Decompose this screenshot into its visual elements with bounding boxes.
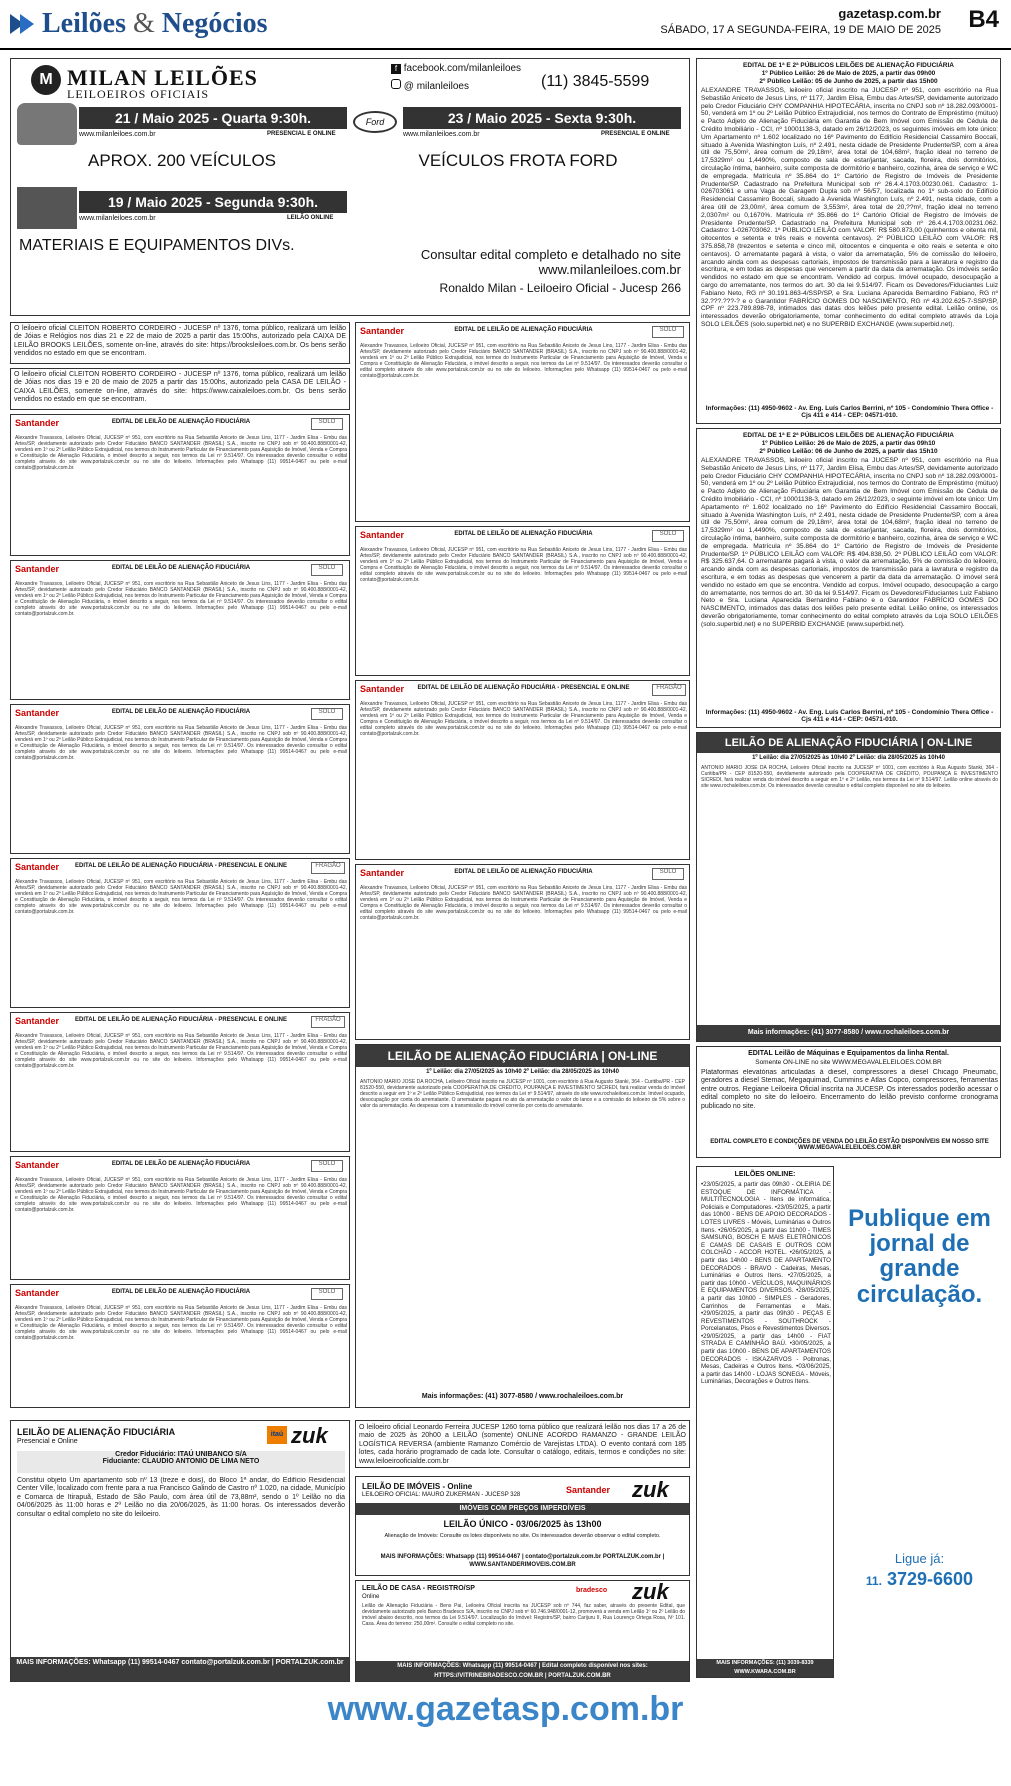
edital-title: EDITAL DE LEILÃO DE ALIENAÇÃO FIDUCIÁRIA	[111, 1161, 251, 1167]
santander-logo: Santander	[15, 708, 60, 718]
edital-body: Alexandre Travassos, Leiloeiro Oficial, JUCESP nº 951, com escritório na Rua Sebastião Aniceto de Jesus Lins, 1177 - Jardim Elisa - Embu das Artes/SP, devidamente autorizado pelo Credor Fiduciário BANCO SANTANDER (BRASIL) S.A., inscrito no CNPJ sob nº 90.400.888/0001-42, venderá em 1º ou 2º Leilão Público Extrajudicial, nos termos do Instrumento Particular de Financiamento para Aquisição de Imóvel, Venda e Compra e Constituição de Alienação Fiduciária, o imóvel descrito a seguir, nos termos da Lei nº 9.514/97. Os interessados deverão consultar o edital completo através do site www.portalzuk.com.br ou no site do leiloeiro. Informações pelo Whatsapp (11) 99514-0467 ou pelo e-mail contato@portalzuk.com.br.	[15, 1305, 347, 1341]
footer-url[interactable]: www.gazetasp.com.br	[327, 1690, 684, 1728]
bradesco-logo: bradesco	[576, 1587, 608, 1594]
chy-edital	[696, 58, 1001, 424]
santander-edital	[355, 680, 690, 860]
zuk-imoveis-title: LEILÃO DE IMÓVEIS - Online	[362, 1482, 473, 1491]
auction-card	[17, 187, 347, 267]
auction-card	[351, 103, 685, 181]
edition-date: SÁBADO, 17 A SEGUNDA-FEIRA, 19 DE MAIO DE 2025	[660, 24, 941, 36]
facebook-icon: f	[391, 64, 401, 74]
instagram-icon	[391, 79, 401, 89]
edital-title: EDITAL DE LEILÃO DE ALIENAÇÃO FIDUCIÁRIA	[454, 869, 593, 875]
auction-date: 19 / Maio 2025 - Segunda 9:30h.	[79, 191, 347, 213]
consult-text: Consultar edital completo e detalhado no site www.milanleiloes.com.br	[420, 247, 681, 277]
santander-edital	[355, 864, 690, 1040]
santander-logo: Santander	[15, 1288, 60, 1298]
edital-title: EDITAL DE LEILÃO DE ALIENAÇÃO FIDUCIÁRIA - PRESENCIAL E ONLINE	[417, 685, 630, 691]
zuk-casa-sub: Online	[362, 1594, 380, 1600]
edital-body: Alexandre Travassos, Leiloeiro Oficial, JUCESP nº 951, com escritório na Rua Sebastião Aniceto de Jesus Lins, 1177 - Jardim Elisa - Embu das Artes/SP, devidamente autorizado pelo Credor Fiduciário BANCO SANTANDER (BRASIL) S.A., inscrito no CNPJ sob nº 90.400.888/0001-42, venderá em 1º ou 2º Leilão Público Extrajudicial, nos termos do Instrumento Particular de Financiamento para Aquisição de Imóvel, Venda e Compra e Constituição de Alienação Fiduciária, o imóvel descrito a seguir, nos termos da Lei nº 9.514/97. Os interessados deverão consultar o edital completo através do site www.portalzuk.com.br ou no site do leiloeiro. Informações pelo Whatsapp (11) 99514-0467 ou pelo e-mail contato@portalzuk.com.br.	[360, 701, 687, 737]
promo-text: Publique em jornal de grande circulação.	[848, 1205, 991, 1308]
chy-edital	[696, 428, 1001, 728]
santander-edital	[10, 858, 350, 1008]
caixa-notice: O leiloeiro oficial CLEITON ROBERTO CORDEIRO - JUCESP nº 1376, torna público, realizará um leilão de Jóias nos dias 19 e 20 de maio de 2025 a partir das 15:00hs, autorizado pela CASA DE LEILÃO - CAIXA LEILÕES, somente on-line, através do site: https://www.caixaleiloes.com.br. Os bens serão vendidos no estado em que se encontram.	[10, 368, 350, 410]
edital-title: EDITAL DE LEILÃO DE ALIENAÇÃO FIDUCIÁRIA	[111, 565, 251, 571]
santander-edital	[355, 526, 690, 676]
solo-logo: SOLO	[311, 708, 343, 720]
page-number: B4	[968, 6, 999, 33]
edital-title: EDITAL DE LEILÃO DE ALIENAÇÃO FIDUCIÁRIA	[111, 419, 251, 425]
santander-edital	[10, 560, 350, 700]
leonardo-notice: O leiloeiro oficial Leonardo Ferreira JUCESP 1260 torna público que realizará leilão nos dias 17 a 26 de maio de 2025 às 20h00 a LEILÃO (somente) ONLINE ACORDO RAMANZO - GRANDE LEILÃO LOGÍSTICA REVERSA (ambiente Ramanzo Comércio de Varejistas LTDA). O evento contará com 185 lotes, cada horário programado de cada lote. Consultar o catálogo, editais, termos e condições no site: www.leiloeirooficialde.com.br	[355, 1420, 690, 1468]
equipment-image	[17, 187, 77, 229]
zuk-logo: zuk	[632, 1477, 669, 1502]
brooks-notice: O leiloeiro oficial CLEITON ROBERTO CORDEIRO - JUCESP nº 1376, torna público, realizará um leilão de Jóias e Relógios nos dias 21 e 22 de maio de 2025 a partir das 15:00hs, autorizado pela CAIXA DE LEILÃO BROOKS LEILÕES, somente on-line, através do site: https://brooksleiloes.com.br. Os bens serão vendidos no estado em que se encontram.	[10, 322, 350, 364]
itau-info: MAIS INFORMAÇÕES: Whatsapp (11) 99514-0467 contato@portalzuk.com.br | PORTALZUK.com.br	[11, 1657, 349, 1681]
edital-body: Alexandre Travassos, Leiloeiro Oficial, JUCESP nº 951, com escritório na Rua Sebastião Aniceto de Jesus Lins, 1177 - Jardim Elisa - Embu das Artes/SP, devidamente autorizado pelo Credor Fiduciário BANCO SANTANDER (BRASIL) S.A., inscrito no CNPJ sob nº 90.400.888/0001-42, venderá em 1º ou 2º Leilão Público Extrajudicial, nos termos do Instrumento Particular de Financiamento para Aquisição de Imóvel, Venda e Compra e Constituição de Alienação Fiduciária, o imóvel descrito a seguir, nos termos da Lei nº 9.514/97. Os interessados deverão consultar o edital completo através do site www.portalzuk.com.br ou no site do leiloeiro. Informações pelo Whatsapp (11) 99514-0467 ou pelo e-mail contato@portalzuk.com.br.	[15, 1033, 347, 1069]
edital-title: EDITAL DE LEILÃO DE ALIENAÇÃO FIDUCIÁRIA - PRESENCIAL E ONLINE	[75, 1017, 287, 1023]
online-body: •23/05/2025, a partir das 09h30 - OLEIRIA DE ESTOQUE DE INFORMÁTICA - MULTITECNOLOGIA - Itens de informática, Policiais e Computadores. •23/05/2025, a partir das 10h00 - BENS DE APOIO DECORADOS - LOTES LIVRES - Móveis, Luminárias e Outros Itens. •26/05/2025, a partir das 11h00 - TIMES SAMSUNG, BOSCH E MAIS ELETRÔNICOS E CAMAS DE CASAIS E OUTROS COM COLCHÃO - ACCOR HOTEL. •26/05/2025, a partir das 14h00 - BENS DE APARTAMENTO DECORADOS - BRAVO - Cadeiras, Mesas, Luminárias e Outros Itens. •27/05/2025, a partir das 10h00 - VEÍCULOS, MAQUINÁRIOS E EQUIPAMENTOS DIVERSOS. •28/05/2025, a partir das 10h00 - SIMPLES - Geradores, Carrinhos de Ferramentas e Mais. •29/05/2025, a partir das 09h30 - PEÇAS E REVESTIMENTOS - SOUTHROCK - Porcelanatos, Pisos e Revestimentos Diversos. •29/05/2025, a partir das 14h00 - FIAT STRADA E CAMINHÃO BAÚ. •30/05/2025, a partir das 10h00 - BENS DE APARTAMENTOS DECORADOS - ISKAZARVOS - Poltronas, Mesas, Cadeiras e Outros Itens. •03/06/2025, a partir das 14h00 - LOJAS SONEGA - Móveis, Luminárias, Decorações e Outros Itens.	[701, 1181, 831, 1386]
santander-logo: Santander	[360, 326, 405, 336]
santander-edital	[10, 704, 350, 854]
promo-phone	[838, 1570, 1001, 1589]
rocha-edital	[355, 1044, 690, 1408]
santander-logo: Santander	[566, 1485, 611, 1495]
edital-info: Informações: (11) 4950-9602 - Av. Eng. Luís Carlos Berrini, nº 105 - Condomínio Thera Office - Cjs 411 e 414 - CEP: 04571-010.	[705, 405, 994, 419]
milan-ad	[10, 58, 690, 316]
facebook-url: facebook.com/milanleiloes	[403, 63, 522, 74]
megavale-body: Plataformas elevatórias articuladas à diesel, compressores a diesel Chicago Pneumatic, geradores a diesel Stemac, Megaquimad, Cummins e Atlas Copco, compressores, ferramentas entre outros. Regiane Leiloeira Oficial inscrita na JUCESP. Os interessados poderão acessar o edital completo no site do leiloeiro. Encerramento do leilão previsto conforme cronograma publicado no site.	[701, 1069, 998, 1110]
online-info: MAIS INFORMAÇÕES: (11) 3039-8339 WWW.KWARA.COM.BR	[697, 1659, 833, 1677]
megavale-subtitle: Somente ON-LINE no site WWW.MEGAVALELEILOES.COM.BR	[755, 1059, 942, 1066]
santander-logo: Santander	[15, 564, 60, 574]
phone-prefix: 11.	[865, 1574, 882, 1588]
section-title-amp: &	[133, 8, 155, 39]
rocha-edital	[696, 732, 1001, 1042]
zuk-logo: zuk	[632, 1579, 669, 1604]
auction-site[interactable]: www.milanleiloes.com.br	[403, 131, 480, 138]
arrow-icon	[20, 14, 34, 34]
section-title-a: Leilões	[42, 8, 126, 39]
zuk-casa-title: LEILÃO DE CASA - REGISTRO/SP	[362, 1585, 475, 1592]
santander-edital	[10, 414, 350, 556]
solo-logo: SOLO	[652, 326, 684, 338]
edital-body: Alexandre Travassos, Leiloeiro Oficial, JUCESP nº 951, com escritório na Rua Sebastião Aniceto de Jesus Lins, 1177 - Jardim Elisa - Embu das Artes/SP, devidamente autorizado pelo Credor Fiduciário BANCO SANTANDER (BRASIL) S.A., inscrito no CNPJ sob nº 90.400.888/0001-42, venderá em 1º ou 2º Leilão Público Extrajudicial, nos termos do Instrumento Particular de Financiamento para Aquisição de Imóvel, Venda e Compra e Constituição de Alienação Fiduciária, o imóvel descrito a seguir, nos termos da Lei nº 9.514/97. Os interessados deverão consultar o edital completo através do site www.portalzuk.com.br ou no site do leiloeiro. Informações pelo Whatsapp (11) 99514-0467 ou pelo e-mail contato@portalzuk.com.br.	[360, 885, 687, 921]
santander-logo: Santander	[15, 862, 60, 872]
santander-logo: Santander	[360, 530, 405, 540]
zuk-casa-body: Leilão de Alienação Fiduciária - Bens Pai, Leiloeira Oficial inscrita na JUCESP sob nº 744, faz saber, através do presente Edital, que devidamente autorizado pelo Banco Bradesco S/A, inscrito no CNPJ sob nº 60.746.948/0001-12, promoverá a venda em Leilão 1º ou 2º Leilão do imóvel abaixo descrito, nos termos da Lei 9.514/97. Localização do Imóvel: Registro/SP, bairro Carijuru II, Rua Lourenço Ortega Rosa, Nº 101. Casa. Área do terreno: 250,00m². Consulte o edital completo no site.	[362, 1603, 685, 1627]
rocha-body: ANTONIO MARIO JOSÉ DA ROCHA, Leiloeiro Oficial inscrito na JUCESP nº 1001, com escritório à Rua Augusto Stanki, 364 - Curitiba/PR - CEP 81520-550, devidamente autorizado pela COOPERATIVA DE CRÉDITO, POUPANÇA E INVESTIMENTO SICREDI, fará realizar venda do imóvel descrito a seguir em 1º e 2º Leilão, nos termos da Lei nº 9.514/97. Leilão online através do site www.rochaleiloes.com.br. Os interessados deverão consultar o edital completo disponível no site do leiloeiro.	[701, 765, 998, 789]
rocha-title: LEILÃO DE ALIENAÇÃO FIDUCIÁRIA | ON-LINE	[697, 733, 1000, 753]
santander-logo: Santander	[15, 1160, 60, 1170]
itau-credor: Credor Fiduciário: ITAÚ UNIBANCO S/A	[115, 1451, 247, 1458]
milan-phone: (11) 3845-5599	[541, 73, 650, 90]
solo-logo: SOLO	[652, 530, 684, 542]
rocha-info: Mais informações: (41) 3077-8580 / www.rochaleiloes.com.br	[697, 1025, 1000, 1041]
santander-edital	[10, 1156, 350, 1280]
edital-title: EDITAL DE 1ª E 2ª PÚBLICOS LEILÕES DE ALIENAÇÃO FIDUCIÁRIA	[743, 432, 954, 439]
edital-title: EDITAL DE 1ª E 2ª PÚBLICOS LEILÕES DE ALIENAÇÃO FIDUCIÁRIA	[743, 62, 954, 69]
site-name[interactable]: gazetasp.com.br	[838, 6, 941, 21]
itau-subtitle: Presencial e Online	[17, 1438, 78, 1445]
santander-edital	[10, 1012, 350, 1152]
promo-ad	[838, 1166, 1001, 1678]
megavale-edital	[696, 1046, 1001, 1158]
online-title: LEILÕES ONLINE:	[734, 1171, 796, 1178]
edital-body: Alexandre Travassos, Leiloeiro Oficial, JUCESP nº 951, com escritório na Rua Sebastião Aniceto de Jesus Lins, 1177 - Jardim Elisa - Embu das Artes/SP, devidamente autorizado pelo Credor Fiduciário BANCO SANTANDER (BRASIL) S.A., inscrito no CNPJ sob nº 90.400.888/0001-42, venderá em 1º ou 2º Leilão Público Extrajudicial, nos termos do Instrumento Particular de Financiamento para Aquisição de Imóvel, Venda e Compra e Constituição de Alienação Fiduciária, o imóvel descrito a seguir, nos termos da Lei nº 9.514/97. Os interessados deverão consultar o edital completo através do site www.portalzuk.com.br ou no site do leiloeiro. Informações pelo Whatsapp (11) 99514-0467 ou pelo e-mail contato@portalzuk.com.br.	[360, 343, 687, 379]
edital-title: EDITAL DE LEILÃO DE ALIENAÇÃO FIDUCIÁRIA	[111, 709, 251, 715]
auction-site[interactable]: www.milanleiloes.com.br	[79, 215, 156, 222]
milan-logo: M	[31, 65, 61, 95]
edital-body: Alexandre Travassos, Leiloeiro Oficial, JUCESP nº 951, com escritório na Rua Sebastião Aniceto de Jesus Lins, 1177 - Jardim Elisa - Embu das Artes/SP, devidamente autorizado pelo Credor Fiduciário BANCO SANTANDER (BRASIL) S.A., inscrito no CNPJ sob nº 90.400.888/0001-42, venderá em 1º ou 2º Leilão Público Extrajudicial, nos termos do Instrumento Particular de Financiamento para Aquisição de Imóvel, Venda e Compra e Constituição de Alienação Fiduciária, o imóvel descrito a seguir, nos termos da Lei nº 9.514/97. Os interessados deverão consultar o edital completo através do site www.portalzuk.com.br ou no site do leiloeiro. Informações pelo Whatsapp (11) 99514-0467 ou pelo e-mail contato@portalzuk.com.br.	[15, 1177, 347, 1213]
zuk-unico-body: Alienação de Imóveis: Consulte os lotes disponíveis no site. Os interessados deverão observar o edital completo.	[384, 1533, 661, 1539]
auction-site[interactable]: www.milanleiloes.com.br	[79, 131, 156, 138]
instagram-handle: @ milanleiloes	[403, 81, 469, 92]
zuk-leilao-unico: LEILÃO ÚNICO - 03/06/2025 às 13h00	[443, 1519, 602, 1529]
fragao-logo: FRAGÃO	[652, 684, 686, 696]
auction-title: VEÍCULOS FROTA FORD	[418, 151, 618, 170]
zuk-casa-info: MAIS INFORMAÇÕES: Whatsapp (11) 99514-0467 | Edital completo disponível nos sites: HTTPS://VITRINEBRADESCO.COM.BR | PORTALZUK.COM.BR	[356, 1661, 689, 1681]
solo-logo: SOLO	[311, 1288, 343, 1300]
rocha-title: LEILÃO DE ALIENAÇÃO FIDUCIÁRIA | ON-LINE	[356, 1045, 689, 1067]
rocha-body: ANTONIO MARIO JOSÉ DA ROCHA, Leiloeiro Oficial inscrito na JUCESP nº 1001, com escritório à Rua Augusto Stanki, 364 - Curitiba/PR - CEP 81520-550, devidamente autorizado pela COOPERATIVA DE CRÉDITO, POUPANÇA E INVESTIMENTO SICREDI, fará realizar venda do imóvel descrito a seguir em 1º e 2º Leilão Público Extrajudicial, nos termos da Lei nº 9.514/97, através do site www.rochaleiloes.com.br. Imóvel ocupado, desocupação por conta do arrematante. O arrematante pagará no ato da arrematação o valor do lance e a comissão do leiloeiro de 5% sobre o valor da arrematação. As despesas com a transmissão do imóvel correrão por conta do arrematante.	[360, 1079, 685, 1109]
itau-edital	[10, 1420, 350, 1682]
fragao-logo: FRAGÃO	[311, 862, 345, 874]
edital-info: Informações: (11) 4950-9602 - Av. Eng. Luís Carlos Berrini, nº 105 - Condomínio Thera Office - Cjs 411 e 414 - CEP: 04571-010.	[705, 709, 994, 723]
rocha-info: Mais informações: (41) 3077-8580 / www.rochaleiloes.com.br	[421, 1393, 624, 1400]
santander-edital	[355, 322, 690, 522]
edital-body: Alexandre Travassos, Leiloeiro Oficial, JUCESP nº 951, com escritório na Rua Sebastião Aniceto de Jesus Lins, 1177 - Jardim Elisa - Embu das Artes/SP, devidamente autorizado pelo Credor Fiduciário BANCO SANTANDER (BRASIL) S.A., inscrito no CNPJ sob nº 90.400.888/0001-42, venderá em 1º ou 2º Leilão Público Extrajudicial, nos termos do Instrumento Particular de Financiamento para Aquisição de Imóvel, Venda e Compra e Constituição de Alienação Fiduciária, o imóvel descrito a seguir, nos termos da Lei nº 9.514/97. Os interessados deverão consultar o edital completo através do site www.portalzuk.com.br ou no site do leiloeiro. Informações pelo Whatsapp (11) 99514-0467 ou pelo e-mail contato@portalzuk.com.br.	[15, 725, 347, 761]
milan-brand: MILAN LEILÕES	[67, 65, 258, 90]
zuk-imoveis-info: MAIS INFORMAÇÕES: Whatsapp (11) 99514-0467 | contato@portalzuk.com.br PORTALZUK.com.br | WWW.SANTANDERIMOVEIS.COM.BR	[380, 1554, 665, 1568]
edital-date-1: 1º Público Leilão: 26 de Maio de 2025, a partir das 09h00	[761, 70, 936, 77]
megavale-footer: EDITAL COMPLETO E CONDIÇÕES DE VENDA DO LEILÃO ESTÃO DISPONÍVEIS EM NOSSO SITE WWW.MEGAVALELEILOES.COM.BR	[710, 1139, 989, 1151]
auction-tag: PRESENCIAL E ONLINE	[267, 131, 336, 137]
auctioneer-text: Ronaldo Milan - Leiloeiro Oficial - Jucesp 266	[439, 281, 681, 295]
fragao-logo: FRAGÃO	[311, 1016, 345, 1028]
edital-date-2: 2º Público Leilão: 05 de Junho de 2025, a partir das 15h00	[759, 78, 938, 85]
ford-logo: Ford	[353, 111, 397, 133]
milan-subtitle: LEILOEIROS OFICIAIS	[67, 87, 209, 101]
edital-title: EDITAL DE LEILÃO DE ALIENAÇÃO FIDUCIÁRIA	[111, 1289, 251, 1295]
itau-body: Constitui objeto Um apartamento sob nº 13 (treze e dois), do Bloco 1ª andar, do Edifício Residencial Center Ville, localizado com frente para a rua Francisco Galindo de Castro nº 1.020, na cidade, Município e Comarca de Itirapuã, Estado de São Paulo, com área útil de 73,88m², sendo o 1º Leilão no dia 04/06/2025 às 11:00 horas e 2º Leilão no dia 20/06/2025, às 11:00 horas. Os interessados deverão consultar o edital completo no site do leiloeiro.	[17, 1477, 345, 1518]
solo-logo: SOLO	[311, 564, 343, 576]
rocha-dates: 1º Leilão: dia 27/05/2025 às 10h40 2º Leilão: dia 28/05/2025 às 10h40	[752, 755, 945, 761]
santander-logo: Santander	[360, 868, 405, 878]
santander-logo: Santander	[360, 684, 405, 694]
santander-logo: Santander	[15, 1016, 60, 1026]
zuk-logo: zuk	[291, 1423, 328, 1448]
auction-card	[17, 103, 347, 181]
zuk-precos-banner: IMÓVEIS COM PREÇOS IMPERDÍVEIS	[356, 1503, 689, 1515]
auction-tag: PRESENCIAL E ONLINE	[601, 131, 670, 137]
zuk-imoveis-sub: LEILOEIRO OFICIAL: MAURO ZUKERMAN - JUCESP 328	[362, 1492, 521, 1498]
megavale-title: EDITAL Leilão de Máquinas e Equipamentos da linha Rental.	[748, 1050, 949, 1057]
edital-title: EDITAL DE LEILÃO DE ALIENAÇÃO FIDUCIÁRIA	[454, 327, 593, 333]
solo-logo: SOLO	[652, 868, 684, 880]
auction-title: APROX. 200 VEÍCULOS	[87, 151, 277, 170]
car-image	[17, 103, 77, 145]
edital-date-1: 1º Público Leilão: 26 de Maio de 2025, a partir das 09h10	[761, 440, 936, 447]
facebook-link[interactable]	[391, 63, 521, 74]
edital-title: EDITAL DE LEILÃO DE ALIENAÇÃO FIDUCIÁRIA - PRESENCIAL E ONLINE	[75, 863, 287, 869]
auction-tag: LEILÃO ONLINE	[287, 215, 334, 221]
edital-body: ALEXANDRE TRAVASSOS, leiloeiro oficial inscrito na JUCESP nº 951, com escritório na Rua Sebastião Aniceto de Jesus Lins, nº 1177, Jardim Elisa, Embu das Artes/SP, devidamente autorizado pelo Credor Fiduciário CHY COMPANHIA HIPOTECÁRIA, inscrita no CNPJ sob nº 18.282.093/0001-50, venderá em 1º ou 2º Leilão Público Extrajudicial, nos termos do Contrato de Empréstimo (mútuo) e Pacto Adjeto de Alienação Fiduciária em Garantia de Bem Imóvel com Emissão de Cédula de Crédito Imobiliário - CCI, nº 10001138-3, datado em 26/12/2023, os seguintes imóveis em lote único: Um Apartamento nº 1.602 localizado no 16º Pavimento do Edifício Residencial Cassamiro Boccali, situado à Avenida Washington Luís, nº 2.491, nesta cidade de Presidente Prudente/SP, com a área útil de 75,50m², área comum de 29,18m², área total de 104,68m², fração ideal no terreno de 17,5329m² ou 1,4490%, composto de sala de estar/jantar, sacada, floreira, dois dormitórios, circulação íntima, banheiro, suíte composta de dormitório e banheiro, cozinha, área de serviço e WC de empregada. Matrícula nº 35.864 do 1º Cartório de Registro de Imóveis de Presidente Prudente/SP. Cadastrado na Prefeitura Municipal sob nº 26.4.4.1703.00230.061. Cadastro: 1-026703061 e uma Vaga de Garagem Dupla sob nº 56/57, localizada no 1º sub-solo do Edifício Residencial Cassamiro Boccali, situado à Avenida Washington Luís, nº 2.491, nesta cidade, com a área útil de 23,00m², área comum de 3,553m², área total de 20,??m², fração ideal no terreno 2,0307m² ou 0,1670%. Matrícula nº 35.866 do 1º Cartório Oficial de Registro de Imóveis de Presidente Prudente/SP. Cadastrado na Prefeitura Municipal sob nº 26.4.4.1703.00231.062. Cadastro: 1-026703062. 1º PÚBLICO LEILÃO com VALOR: R$ 580.873,00 (quinhentos e oitenta mil, oitocentos e setenta e três reais e noventa centavos). 2º PÚBLICO LEILÃO com VALOR: R$ 375.858,78 (trezentos e setenta e cinco mil, oitocentos e cinquenta e oito reais e setenta e oito centavos). O arrematante pagará à vista, o valor da arrematação, 5% de comissão do leiloeiro, arcando ainda com as despesas cartoriais, impostos de transmissão para a lavratura e registro da escritura, e em todas as despesas que vencerem a partir da data da arrematação. Os imóveis serão vendidos no estado em que se encontram. Vendido ad corpus. Imóvel ocupado, desocupação a cargo do arrematante, nos termos do art. 30 da lei 9.514/97. Ficam os Devedores/Fiduciantes Luiz Fabiano Neto, RG nº 30.191.863-4/SSP/SP, e Sra. Luciana Aparecida Bernardino Fabiano, RG nº 32.???.???-? e o Garantidor FABRÍCIO GOMES DO NASCIMENTO, RG nº 43.202.625-7-SSP/SP, CPF nº 223.789.898-78, intimados das datas dos leilões pelo presente edital. Leilão online, os interessados deverão obrigatoriamente, tomar conhecimento do edital completo através da Loja SOLO LEILÕES (solo.superbid.net) e no SUPERBID EXCHANGE (www.superbid.net).	[701, 87, 998, 328]
auction-date: 23 / Maio 2025 - Sexta 9:30h.	[403, 107, 681, 129]
zuk-casa	[355, 1580, 690, 1682]
phone-label: Ligue já:	[894, 1551, 945, 1566]
itau-logo: itaú	[267, 1426, 287, 1444]
itau-title: LEILÃO DE ALIENAÇÃO FIDUCIÁRIA	[17, 1427, 176, 1437]
zuk-imoveis	[355, 1476, 690, 1576]
edital-date-2: 2º Público Leilão: 06 de Junho de 2025, a partir das 15h10	[759, 448, 938, 455]
edital-body: Alexandre Travassos, Leiloeiro Oficial, JUCESP nº 951, com escritório na Rua Sebastião Aniceto de Jesus Lins, 1177 - Jardim Elisa - Embu das Artes/SP, devidamente autorizado pelo Credor Fiduciário BANCO SANTANDER (BRASIL) S.A., inscrito no CNPJ sob nº 90.400.888/0001-42, venderá em 1º ou 2º Leilão Público Extrajudicial, nos termos do Instrumento Particular de Financiamento para Aquisição de Imóvel, Venda e Compra e Constituição de Alienação Fiduciária, o imóvel descrito a seguir, nos termos da Lei nº 9.514/97. Os interessados deverão consultar o edital completo através do site www.portalzuk.com.br ou no site do leiloeiro. Informações pelo Whatsapp (11) 99514-0467 ou pelo e-mail contato@portalzuk.com.br.	[360, 547, 687, 583]
santander-logo: Santander	[15, 418, 60, 428]
auction-title: MATERIAIS E EQUIPAMENTOS DIVs.	[19, 237, 295, 254]
edital-body: Alexandre Travassos, Leiloeiro Oficial, JUCESP nº 951, com escritório na Rua Sebastião Aniceto de Jesus Lins, 1177 - Jardim Elisa - Embu das Artes/SP, devidamente autorizado pelo Credor Fiduciário BANCO SANTANDER (BRASIL) S.A., inscrito no CNPJ sob nº 90.400.888/0001-42, venderá em 1º ou 2º Leilão Público Extrajudicial, nos termos do Instrumento Particular de Financiamento para Aquisição de Imóvel, Venda e Compra e Constituição de Alienação Fiduciária, o imóvel descrito a seguir, nos termos da Lei nº 9.514/97. Os interessados deverão consultar o edital completo através do site www.portalzuk.com.br ou no site do leiloeiro. Informações pelo Whatsapp (11) 99514-0467 ou pelo e-mail contato@portalzuk.com.br.	[15, 879, 347, 915]
solo-logo: SOLO	[311, 418, 343, 430]
edital-body: Alexandre Travassos, Leiloeiro Oficial, JUCESP nº 951, com escritório na Rua Sebastião Aniceto de Jesus Lins, 1177 - Jardim Elisa - Embu das Artes/SP, devidamente autorizado pelo Credor Fiduciário BANCO SANTANDER (BRASIL) S.A., inscrito no CNPJ sob nº 90.400.888/0001-42, venderá em 1º ou 2º Leilão Público Extrajudicial, nos termos do Instrumento Particular de Financiamento para Aquisição de Imóvel, Venda e Compra e Constituição de Alienação Fiduciária, o imóvel descrito a seguir, nos termos da Lei nº 9.514/97. Os interessados deverão consultar o edital completo através do site www.portalzuk.com.br ou no site do leiloeiro. Informações pelo Whatsapp (11) 99514-0467 ou pelo e-mail contato@portalzuk.com.br.	[15, 435, 347, 471]
itau-fiduciante: Fiduciante: CLAUDIO ANTONIO DE LIMA NETO	[102, 1458, 260, 1465]
itau-head	[17, 1451, 345, 1473]
solo-logo: SOLO	[311, 1160, 343, 1172]
phone-number: 3729-6600	[886, 1569, 974, 1589]
santander-edital	[10, 1284, 350, 1408]
edital-title: EDITAL DE LEILÃO DE ALIENAÇÃO FIDUCIÁRIA	[454, 531, 593, 537]
section-title	[42, 8, 268, 40]
rocha-dates: 1º Leilão: dia 27/05/2025 às 10h40 2º Leilão: dia 28/05/2025 às 10h40	[426, 1069, 619, 1075]
kwara-online	[696, 1166, 834, 1678]
edital-body: Alexandre Travassos, Leiloeiro Oficial, JUCESP nº 951, com escritório na Rua Sebastião Aniceto de Jesus Lins, 1177 - Jardim Elisa - Embu das Artes/SP, devidamente autorizado pelo Credor Fiduciário BANCO SANTANDER (BRASIL) S.A., inscrito no CNPJ sob nº 90.400.888/0001-42, venderá em 1º ou 2º Leilão Público Extrajudicial, nos termos do Instrumento Particular de Financiamento para Aquisição de Imóvel, Venda e Compra e Constituição de Alienação Fiduciária, o imóvel descrito a seguir, nos termos da Lei nº 9.514/97. Os interessados deverão consultar o edital completo através do site www.portalzuk.com.br ou no site do leiloeiro. Informações pelo Whatsapp (11) 99514-0467 ou pelo e-mail contato@portalzuk.com.br.	[15, 581, 347, 617]
edital-body: ALEXANDRE TRAVASSOS, leiloeiro oficial inscrito na JUCESP nº 951, com escritório na Rua Sebastião Aniceto de Jesus Lins, nº 1177, Jardim Elisa, Embu das Artes/SP, devidamente autorizado pelo Credor Fiduciário CHY COMPANHIA HIPOTECÁRIA, inscrita no CNPJ sob nº 18.282.093/0001-50, venderá em 1º ou 2º Leilão Público Extrajudicial, nos termos do Contrato de Empréstimo (mútuo) e Pacto Adjeto de Alienação Fiduciária em Garantia de Bem Imóvel com Emissão de Cédula de Crédito Imobiliário - CCI, nº 10001138-3, datado em 26/12/2023, o seguinte imóvel em lote único: Um Apartamento nº 1.602 localizado no 16º Pavimento do Edifício Residencial Cassamiro Boccali, situado à Avenida Washington Luís, nº 2.491, nesta cidade de Presidente Prudente/SP, com a área útil de 75,50m², área comum de 29,18m², área total de 104,68m², fração ideal no terreno de 17,5329m² ou 1,4490%, composto de sala de estar/jantar, sacada, floreira, dois dormitórios, circulação íntima, banheiro, suíte composta de dormitório e banheiro, cozinha, área de serviço e WC de empregada. Matrícula nº 35.864 do 1º Cartório de Registro de Imóveis de Presidente Prudente/SP. 1º PÚBLICO LEILÃO com VALOR: R$ 494.838,50. 2º PÚBLICO LEILÃO com VALOR: R$ 325.637,64. O arrematante pagará à vista, o valor da arrematação, 5% de comissão do leiloeiro, arcando ainda com as despesas cartoriais, impostos de transmissão para a lavratura e registro da escritura, e em todas as despesas que vencerem a partir da data da arrematação. O imóvel será vendido no estado em que se encontra. Vendido ad corpus. Imóvel ocupado, desocupação a cargo do arrematante, nos termos do art. 30 da lei 9.514/97. Ficam os Devedores/Fiduciantes Luiz Fabiano Neto e Sra. Luciana Aparecida Bernardino Fabiano e o Garantidor FABRÍCIO GOMES DO NASCIMENTO, intimados das datas dos leilões pelo presente edital. Leilão online, os interessados deverão obrigatoriamente, tomar conhecimento do edital completo através da Loja SOLO LEILÕES (solo.superbid.net) e no SUPERBID EXCHANGE (www.superbid.net).	[701, 457, 998, 628]
auction-date: 21 / Maio 2025 - Quarta 9:30h.	[79, 107, 347, 129]
section-title-b: Negócios	[161, 8, 268, 39]
instagram-link[interactable]	[391, 79, 469, 92]
